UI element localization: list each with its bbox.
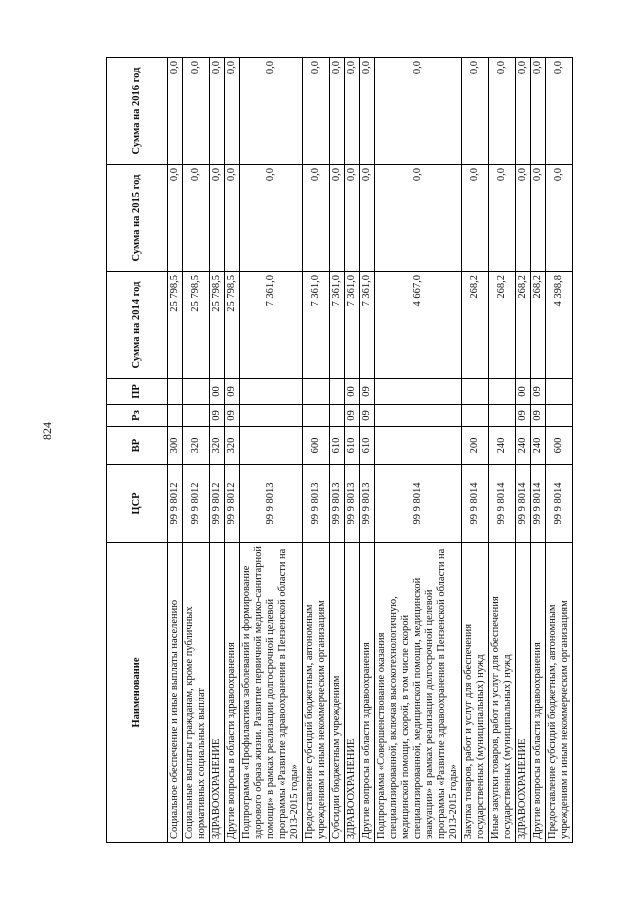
row-value-cell: 610 bbox=[360, 427, 375, 465]
row-value-cell: 0,0 bbox=[168, 58, 183, 165]
row-value-cell: 0,0 bbox=[375, 58, 462, 165]
rotated-table-container bbox=[106, 58, 570, 843]
row-value-cell: 99 9 8014 bbox=[489, 465, 516, 543]
row-value-cell: 99 9 8012 bbox=[183, 465, 210, 543]
row-value-cell: 0,0 bbox=[531, 58, 546, 165]
row-value-cell: 600 bbox=[303, 427, 330, 465]
row-value-cell bbox=[240, 379, 303, 405]
column-header: Наименование bbox=[107, 543, 168, 843]
row-value-cell: 09 bbox=[210, 405, 225, 427]
table-row bbox=[168, 58, 183, 843]
row-value-cell: 268,2 bbox=[516, 272, 531, 379]
row-value-cell bbox=[240, 405, 303, 427]
table-row bbox=[360, 58, 375, 843]
table-row bbox=[546, 58, 573, 843]
row-name-cell: Предоставление субсидий бюджетным, автономным учреждениям и иным некоммерческим организациям bbox=[546, 543, 573, 843]
row-value-cell: 0,0 bbox=[330, 165, 345, 272]
row-value-cell bbox=[375, 405, 462, 427]
row-value-cell: 25 798,5 bbox=[225, 272, 240, 379]
row-value-cell: 0,0 bbox=[345, 58, 360, 165]
row-value-cell: 7 361,0 bbox=[240, 272, 303, 379]
row-value-cell: 09 bbox=[225, 379, 240, 405]
row-value-cell: 0,0 bbox=[345, 165, 360, 272]
row-value-cell: 0,0 bbox=[546, 165, 573, 272]
budget-table bbox=[106, 57, 573, 843]
row-name-cell: ЗДРАВООХРАНЕНИЕ bbox=[210, 543, 225, 843]
row-value-cell: 99 9 8013 bbox=[303, 465, 330, 543]
row-value-cell: 300 bbox=[168, 427, 183, 465]
row-value-cell: 0,0 bbox=[225, 58, 240, 165]
row-value-cell: 320 bbox=[225, 427, 240, 465]
row-name-cell: Другие вопросы в области здравоохранения bbox=[225, 543, 240, 843]
row-value-cell bbox=[462, 379, 489, 405]
row-value-cell: 99 9 8014 bbox=[516, 465, 531, 543]
column-header: Сумма на 2016 год bbox=[107, 58, 168, 165]
row-value-cell: 600 bbox=[546, 427, 573, 465]
table-row bbox=[210, 58, 225, 843]
row-value-cell bbox=[489, 405, 516, 427]
row-value-cell bbox=[375, 427, 462, 465]
row-name-cell: Иные закупки товаров, работ и услуг для обеспечения государственных (муниципальных) нужд bbox=[489, 543, 516, 843]
row-name-cell: Закупка товаров, работ и услуг для обеспечения государственных (муниципальных) нужд bbox=[462, 543, 489, 843]
row-name-cell: Другие вопросы в области здравоохранения bbox=[360, 543, 375, 843]
row-value-cell bbox=[303, 405, 330, 427]
row-value-cell: 0,0 bbox=[303, 165, 330, 272]
row-value-cell: 0,0 bbox=[531, 165, 546, 272]
row-value-cell: 25 798,5 bbox=[183, 272, 210, 379]
row-name-cell: ЗДРАВООХРАНЕНИЕ bbox=[345, 543, 360, 843]
row-value-cell: 0,0 bbox=[183, 165, 210, 272]
row-value-cell bbox=[546, 405, 573, 427]
row-value-cell: 320 bbox=[183, 427, 210, 465]
table-header-row bbox=[107, 58, 168, 843]
table-row bbox=[489, 58, 516, 843]
row-value-cell: 0,0 bbox=[303, 58, 330, 165]
table-row bbox=[225, 58, 240, 843]
row-value-cell: 0,0 bbox=[375, 165, 462, 272]
row-value-cell: 610 bbox=[345, 427, 360, 465]
row-value-cell: 09 bbox=[531, 379, 546, 405]
row-value-cell bbox=[546, 379, 573, 405]
row-name-cell: ЗДРАВООХРАНЕНИЕ bbox=[516, 543, 531, 843]
row-value-cell: 0,0 bbox=[330, 58, 345, 165]
table-row bbox=[240, 58, 303, 843]
row-value-cell: 09 bbox=[360, 379, 375, 405]
row-value-cell: 0,0 bbox=[240, 58, 303, 165]
row-value-cell: 99 9 8013 bbox=[240, 465, 303, 543]
page-number: 824 bbox=[40, 422, 54, 440]
row-name-cell: Социальное обеспечение и иные выплаты населению bbox=[168, 543, 183, 843]
row-name-cell: Предоставление субсидий бюджетным, автономным учреждениям и иным некоммерческим организациям bbox=[303, 543, 330, 843]
row-name-cell: Другие вопросы в области здравоохранения bbox=[531, 543, 546, 843]
column-header: Рз bbox=[107, 405, 168, 427]
row-value-cell: 25 798,5 bbox=[210, 272, 225, 379]
column-header: ЦСР bbox=[107, 465, 168, 543]
row-value-cell bbox=[183, 379, 210, 405]
row-value-cell bbox=[168, 405, 183, 427]
table-body bbox=[168, 58, 573, 843]
row-value-cell bbox=[303, 379, 330, 405]
row-value-cell: 09 bbox=[360, 405, 375, 427]
row-value-cell bbox=[330, 379, 345, 405]
row-value-cell bbox=[489, 379, 516, 405]
row-value-cell bbox=[375, 379, 462, 405]
row-value-cell: 0,0 bbox=[462, 58, 489, 165]
row-value-cell: 7 361,0 bbox=[330, 272, 345, 379]
row-value-cell bbox=[183, 405, 210, 427]
row-value-cell bbox=[240, 427, 303, 465]
row-value-cell: 7 361,0 bbox=[303, 272, 330, 379]
row-value-cell: 09 bbox=[531, 405, 546, 427]
row-value-cell: 99 9 8014 bbox=[375, 465, 462, 543]
row-value-cell: 99 9 8012 bbox=[210, 465, 225, 543]
column-header: Сумма на 2014 год bbox=[107, 272, 168, 379]
row-value-cell: 4 667,0 bbox=[375, 272, 462, 379]
row-value-cell: 00 bbox=[516, 379, 531, 405]
row-value-cell bbox=[330, 405, 345, 427]
row-value-cell: 0,0 bbox=[225, 165, 240, 272]
row-value-cell: 268,2 bbox=[531, 272, 546, 379]
column-header: ВР bbox=[107, 427, 168, 465]
row-value-cell: 09 bbox=[225, 405, 240, 427]
row-value-cell: 7 361,0 bbox=[345, 272, 360, 379]
row-value-cell: 0,0 bbox=[168, 165, 183, 272]
row-value-cell: 7 361,0 bbox=[360, 272, 375, 379]
row-value-cell: 09 bbox=[345, 405, 360, 427]
row-value-cell: 0,0 bbox=[240, 165, 303, 272]
row-value-cell: 0,0 bbox=[210, 58, 225, 165]
row-value-cell: 99 9 8013 bbox=[345, 465, 360, 543]
row-value-cell: 25 798,5 bbox=[168, 272, 183, 379]
row-value-cell: 99 9 8012 bbox=[225, 465, 240, 543]
table-row bbox=[531, 58, 546, 843]
row-value-cell: 268,2 bbox=[489, 272, 516, 379]
row-name-cell: Подпрограмма «Профилактика заболеваний и формирование здорового образа жизни. Развитие первичной медико-санитарной помощи» в рамках реализации долгосрочной целевой программы «Развитие здравоохранения в Пензенской области на 2013-2015 годы» bbox=[240, 543, 303, 843]
row-value-cell: 99 9 8013 bbox=[360, 465, 375, 543]
row-value-cell: 0,0 bbox=[489, 165, 516, 272]
row-value-cell: 0,0 bbox=[489, 58, 516, 165]
table-row bbox=[303, 58, 330, 843]
row-value-cell: 99 9 8014 bbox=[462, 465, 489, 543]
row-value-cell bbox=[168, 379, 183, 405]
row-value-cell: 320 bbox=[210, 427, 225, 465]
row-value-cell: 00 bbox=[345, 379, 360, 405]
row-value-cell: 240 bbox=[531, 427, 546, 465]
row-value-cell: 0,0 bbox=[546, 58, 573, 165]
row-value-cell: 99 9 8013 bbox=[330, 465, 345, 543]
row-value-cell: 99 9 8012 bbox=[168, 465, 183, 543]
row-value-cell: 0,0 bbox=[183, 58, 210, 165]
row-value-cell: 610 bbox=[330, 427, 345, 465]
column-header: ПР bbox=[107, 379, 168, 405]
row-value-cell: 240 bbox=[489, 427, 516, 465]
table-row bbox=[345, 58, 360, 843]
row-value-cell: 200 bbox=[462, 427, 489, 465]
row-value-cell: 240 bbox=[516, 427, 531, 465]
row-value-cell: 0,0 bbox=[360, 58, 375, 165]
row-value-cell: 00 bbox=[210, 379, 225, 405]
row-value-cell: 0,0 bbox=[462, 165, 489, 272]
row-value-cell: 4 398,8 bbox=[546, 272, 573, 379]
table-row bbox=[516, 58, 531, 843]
row-value-cell bbox=[462, 405, 489, 427]
row-value-cell: 0,0 bbox=[360, 165, 375, 272]
table-row bbox=[183, 58, 210, 843]
row-value-cell: 0,0 bbox=[210, 165, 225, 272]
row-name-cell: Подпрограмма «Совершенствование оказания специализированной, включая высокотехнологичную, медицинской помощи, скорой, в том числе скорой специализированной, медицинской помощи, медицинской эвакуации» в рамках реализации долгосрочной целевой программы «Развитие здравоохранения в Пензенской области на 2013-2015 годы» bbox=[375, 543, 462, 843]
row-value-cell: 99 9 8014 bbox=[531, 465, 546, 543]
row-value-cell: 0,0 bbox=[516, 165, 531, 272]
row-value-cell: 99 9 8014 bbox=[546, 465, 573, 543]
row-name-cell: Субсидии бюджетным учреждениям bbox=[330, 543, 345, 843]
row-value-cell: 268,2 bbox=[462, 272, 489, 379]
row-value-cell: 09 bbox=[516, 405, 531, 427]
table-row bbox=[330, 58, 345, 843]
column-header: Сумма на 2015 год bbox=[107, 165, 168, 272]
table-row bbox=[375, 58, 462, 843]
row-value-cell: 0,0 bbox=[516, 58, 531, 165]
table-row bbox=[462, 58, 489, 843]
row-name-cell: Социальные выплаты гражданам, кроме публичных нормативных социальных выплат bbox=[183, 543, 210, 843]
